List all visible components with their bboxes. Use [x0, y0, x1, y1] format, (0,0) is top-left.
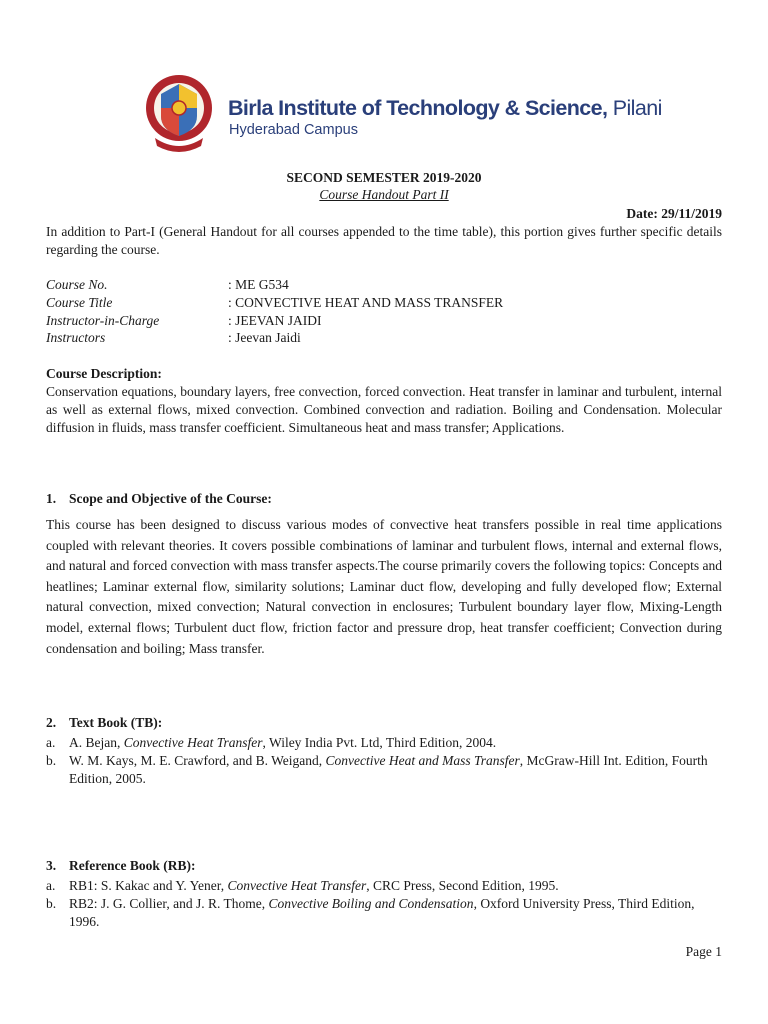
campus-name: Hyderabad Campus [229, 122, 358, 138]
textbook-item: a. A. Bejan, Convective Heat Transfer, Wiley India Pvt. Ltd, Third Edition, 2004. [46, 735, 497, 750]
semester-title: SECOND SEMESTER 2019-2020 [286, 170, 482, 185]
course-title-row: Course Title : CONVECTIVE HEAT AND MASS TRANSFER [46, 295, 504, 310]
reference-heading: 3. Reference Book (RB): [46, 858, 196, 873]
scope-heading: 1. Scope and Objective of the Course: [46, 491, 272, 506]
course-no-row: Course No. : ME G534 [46, 277, 289, 292]
instructors-row: Instructors : Jeevan Jaidi [46, 330, 301, 345]
reference-item: a. RB1: S. Kakac and Y. Yener, Convective Heat Transfer, CRC Press, Second Edition, 1995. [46, 878, 559, 893]
reference-item: b. RB2: J. G. Collier, and J. R. Thome, Convective Boiling and Condensation, Oxford University Press, Third Edition, 1996. [46, 896, 695, 929]
handout-date: Date: 29/11/2019 [626, 206, 722, 221]
instructor-in-charge-row: Instructor-in-Charge : JEEVAN JAIDI [46, 313, 322, 328]
institute-name: Birla Institute of Technology & Science, Pilani [228, 96, 662, 120]
handout-subtitle: Course Handout Part II [319, 187, 449, 202]
intro-paragraph: In addition to Part-I (General Handout for all courses appended to the time table), this portion gives further specific details regarding the course. [46, 224, 722, 257]
textbook-heading: 2. Text Book (TB): [46, 715, 163, 730]
textbook-item: b. W. M. Kays, M. E. Crawford, and B. Weigand, Convective Heat and Mass Transfer, McGraw-Hill Int. Edition, Fourth Edition, 2005. [46, 753, 708, 786]
page-number: Page 1 [685, 944, 722, 959]
course-description-text: Conservation equations, boundary layers, free convection, forced convection. Heat transfer in laminar and turbulent, internal as well as external flows, mixed convection. Combined convection and radiation. Boiling and Condensation. Molecular diffusion in fluids, mass transfer coefficient. Simultaneous heat and mass transfer; Applications. [46, 384, 722, 435]
course-description-heading: Course Description: [46, 366, 162, 381]
scope-text: This course has been designed to discuss various modes of convective heat transfers possible in real time applications coupled with relevant theories. It covers possible combinations of laminar and turbulent flows, internal and external flows, and natural and forced convection with mass transfer aspects.The course primarily covers the following topics: Concepts and heatlines; Laminar external flow, similarity solutions; Laminar duct flow, developing and fully developed flow; External natural convection, mixed convection; Natural convection in enclosures; Turbulent boundary layer flow, Mixing-Length model, external flows; Turbulent duct flow, friction factor and pressure drop, heat transfer coefficient; Convection during condensation and boiling; Mass transfer. [46, 517, 722, 656]
bits-seal-logo-icon [143, 68, 215, 156]
